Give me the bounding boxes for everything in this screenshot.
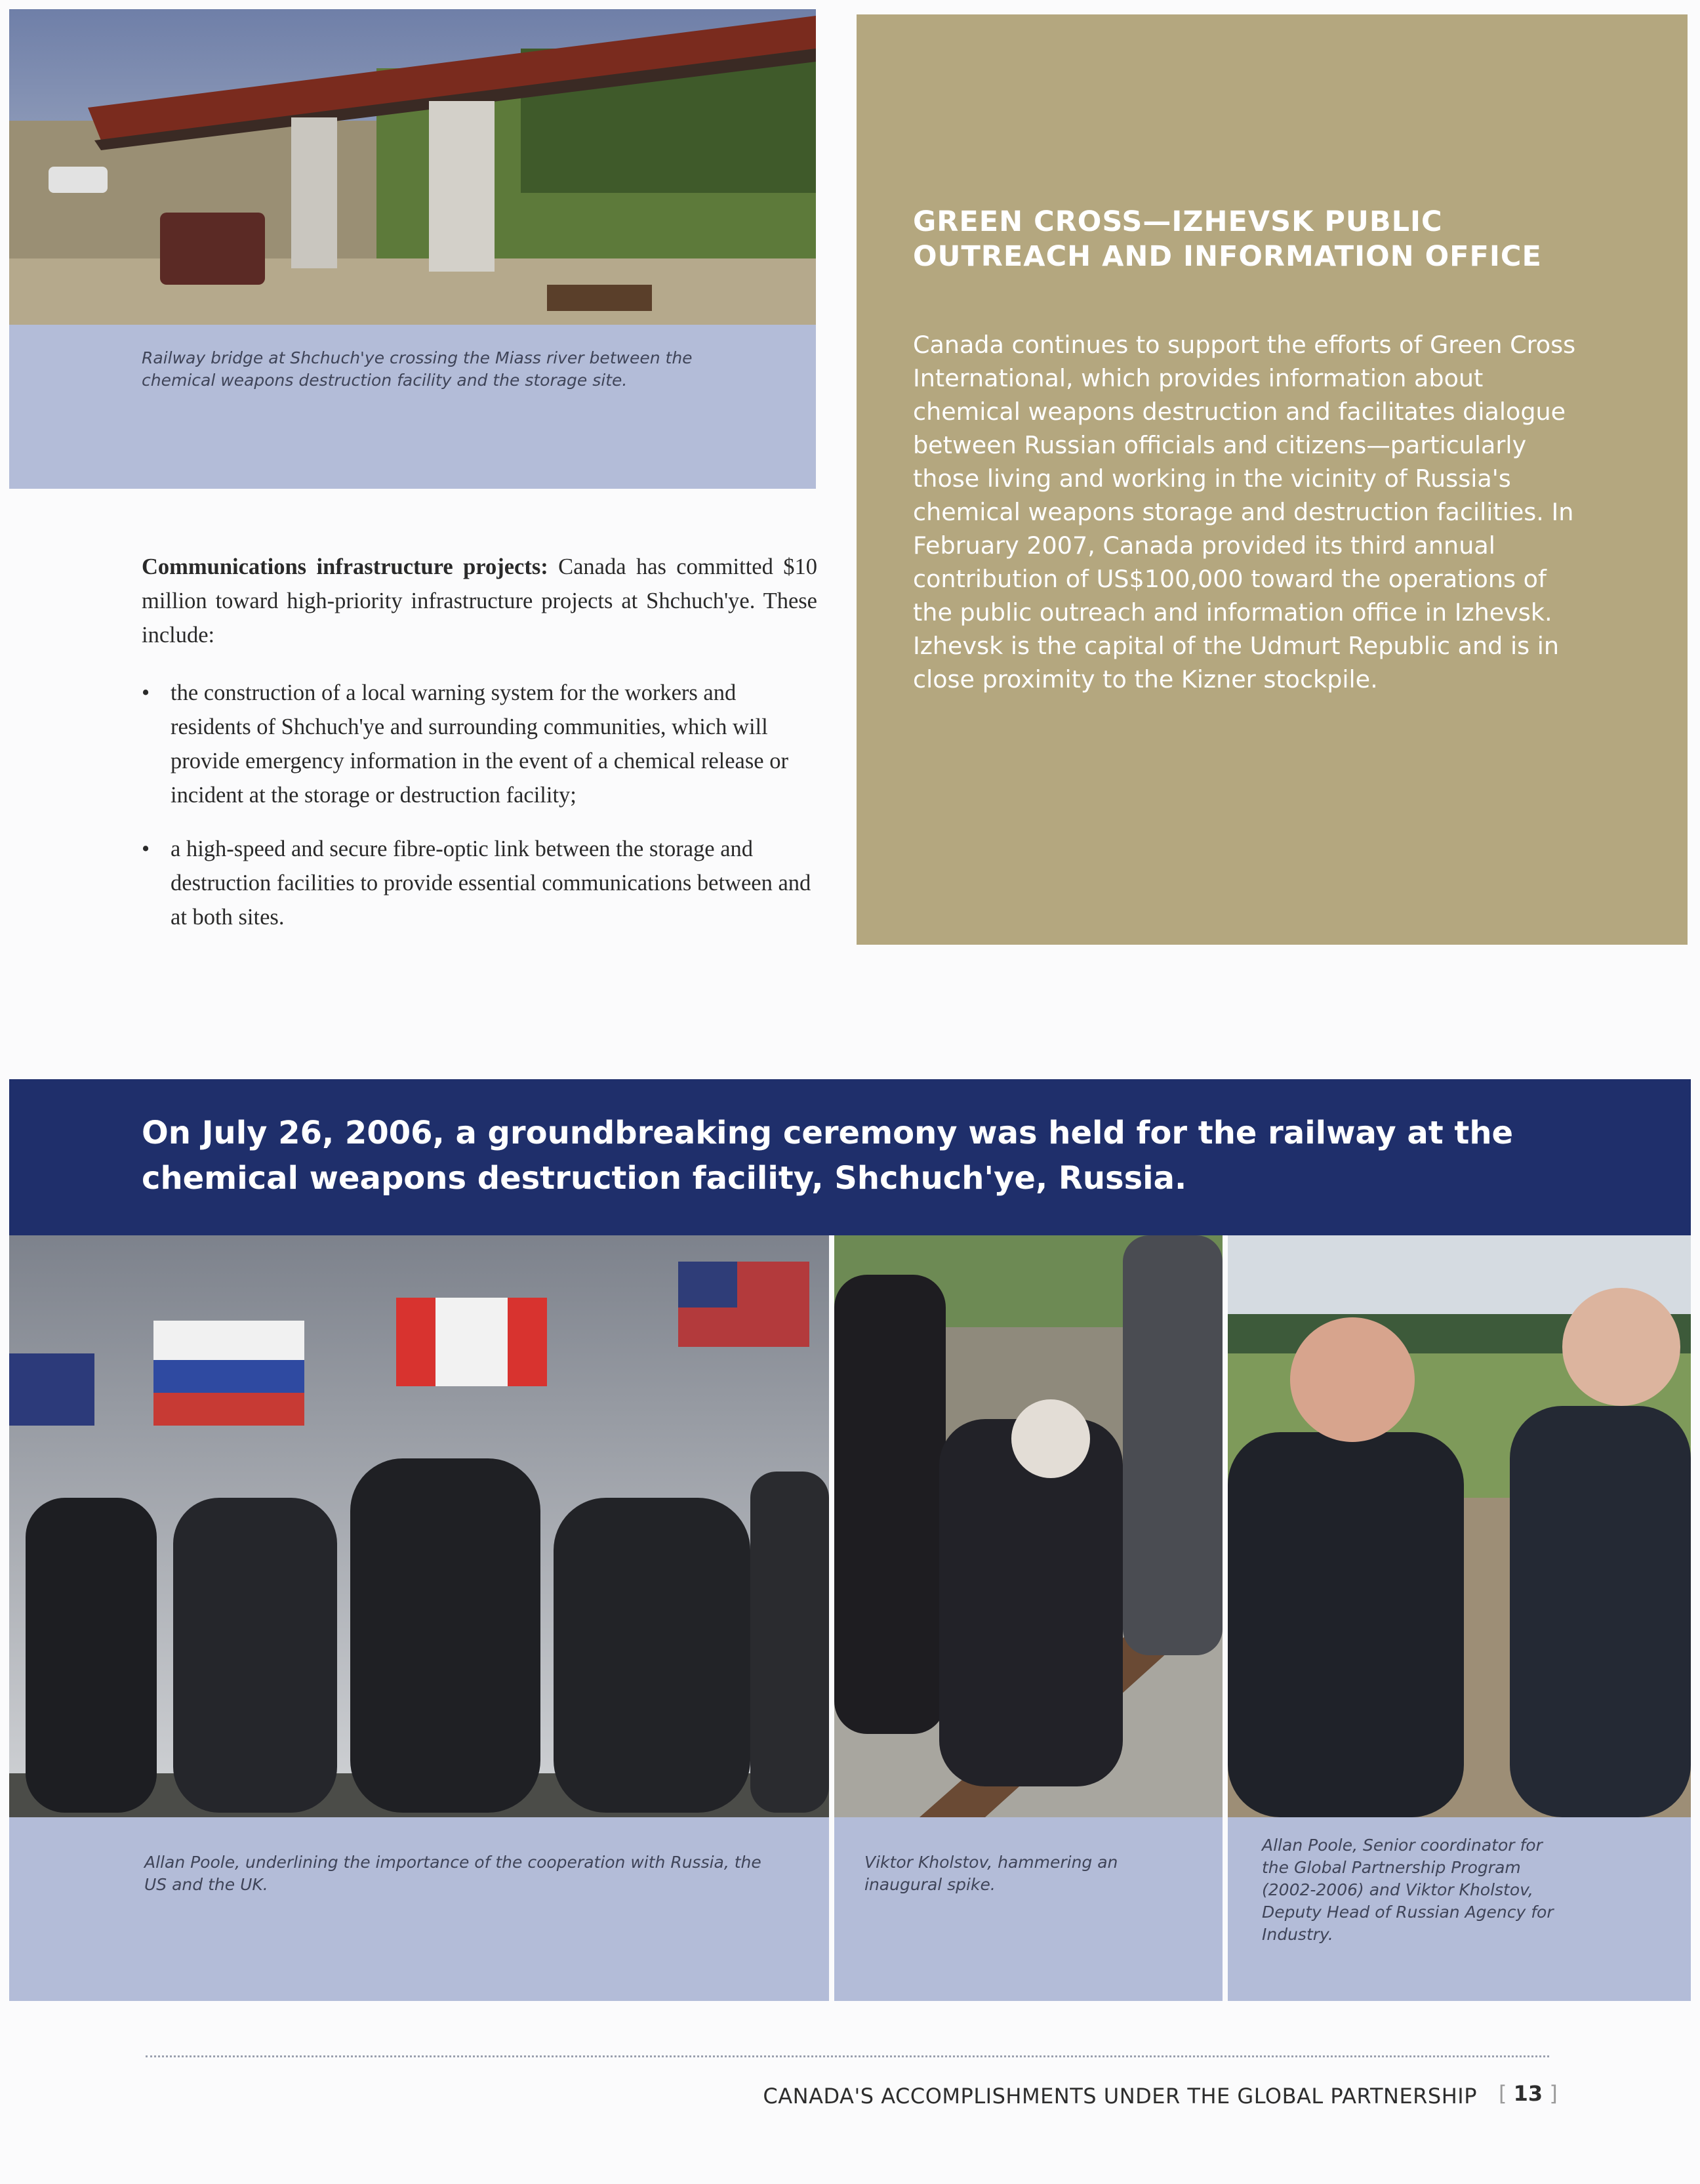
green-cross-sidebar (857, 14, 1688, 945)
bridge-caption-panel (9, 325, 816, 489)
footer-rule (146, 2055, 1549, 2057)
handshake-photo-caption: Allan Poole, Senior coordinator for the Global Partnership Program (2002-2006) and Viktor Kholstov, Deputy Head of Russian Agency for Industry. (1262, 1836, 1554, 1944)
handshake-photo (1228, 1235, 1691, 1817)
page-number-value: 13 (1513, 2081, 1543, 2106)
spike-caption-panel (834, 1817, 1223, 2001)
bridge-photo (9, 9, 816, 325)
footer-title: CANADA'S ACCOMPLISHMENTS UNDER THE GLOBAL PARTNERSHIP (763, 2084, 1477, 2109)
list-item: • the construction of a local warning system for the workers and residents of Shchuch'ye and surrounding communities, which will provide emergency information in the event of a chemical release or incident at the storage or destruction facility; (142, 676, 817, 812)
flags-photo-caption: Allan Poole, underlining the importance of the cooperation with Russia, the US and the UK. (144, 1853, 761, 1894)
green-cross-title: GREEN CROSS—IZHEVSK PUBLIC OUTREACH AND INFORMATION OFFICE (913, 205, 1542, 273)
flags-photo (9, 1235, 829, 1817)
infrastructure-intro: Canada has committed $10 million toward high-priority infrastructure projects at Shchuch'ye. These include: (142, 554, 817, 648)
infrastructure-lead: Communications infrastructure projects: (142, 554, 548, 579)
list-item: • a high-speed and secure fibre-optic link between the storage and destruction facilities to provide essential communications between and at both sites. (142, 832, 817, 934)
infrastructure-paragraph (142, 550, 817, 652)
handshake-caption-panel (1228, 1817, 1691, 2001)
infrastructure-list (142, 676, 817, 934)
bridge-photo-caption: Railway bridge at Shchuch'ye crossing the Miass river between the chemical weapons destruction facility and the storage site. (142, 348, 693, 390)
page-number: [ 13 ] (1499, 2081, 1558, 2106)
spike-photo (834, 1235, 1223, 1817)
spike-photo-caption: Viktor Kholstov, hammering an inaugural spike. (864, 1853, 1118, 1894)
body-text (142, 550, 817, 954)
flags-caption-panel (9, 1817, 829, 2001)
ceremony-banner (9, 1079, 1691, 1235)
green-cross-body: Canada continues to support the efforts of Green Cross International, which provides information about chemical weapons destruction and facilitates dialogue between Russian officials and citizens—particularly those living and working in the vicinity of Russia's chemical weapons storage and destruction facilities. In February 2007, Canada provided its third annual contribution of US$100,000 toward the operations of the public outreach and information office in Izhevsk. Izhevsk is the capital of the Udmurt Republic and is in close proximity to the Kizner stockpile. (913, 331, 1576, 693)
ceremony-banner-text: On July 26, 2006, a groundbreaking ceremony was held for the railway at the chemical weapons destruction facility, Shchuch'ye, Russia. (142, 1115, 1514, 1197)
